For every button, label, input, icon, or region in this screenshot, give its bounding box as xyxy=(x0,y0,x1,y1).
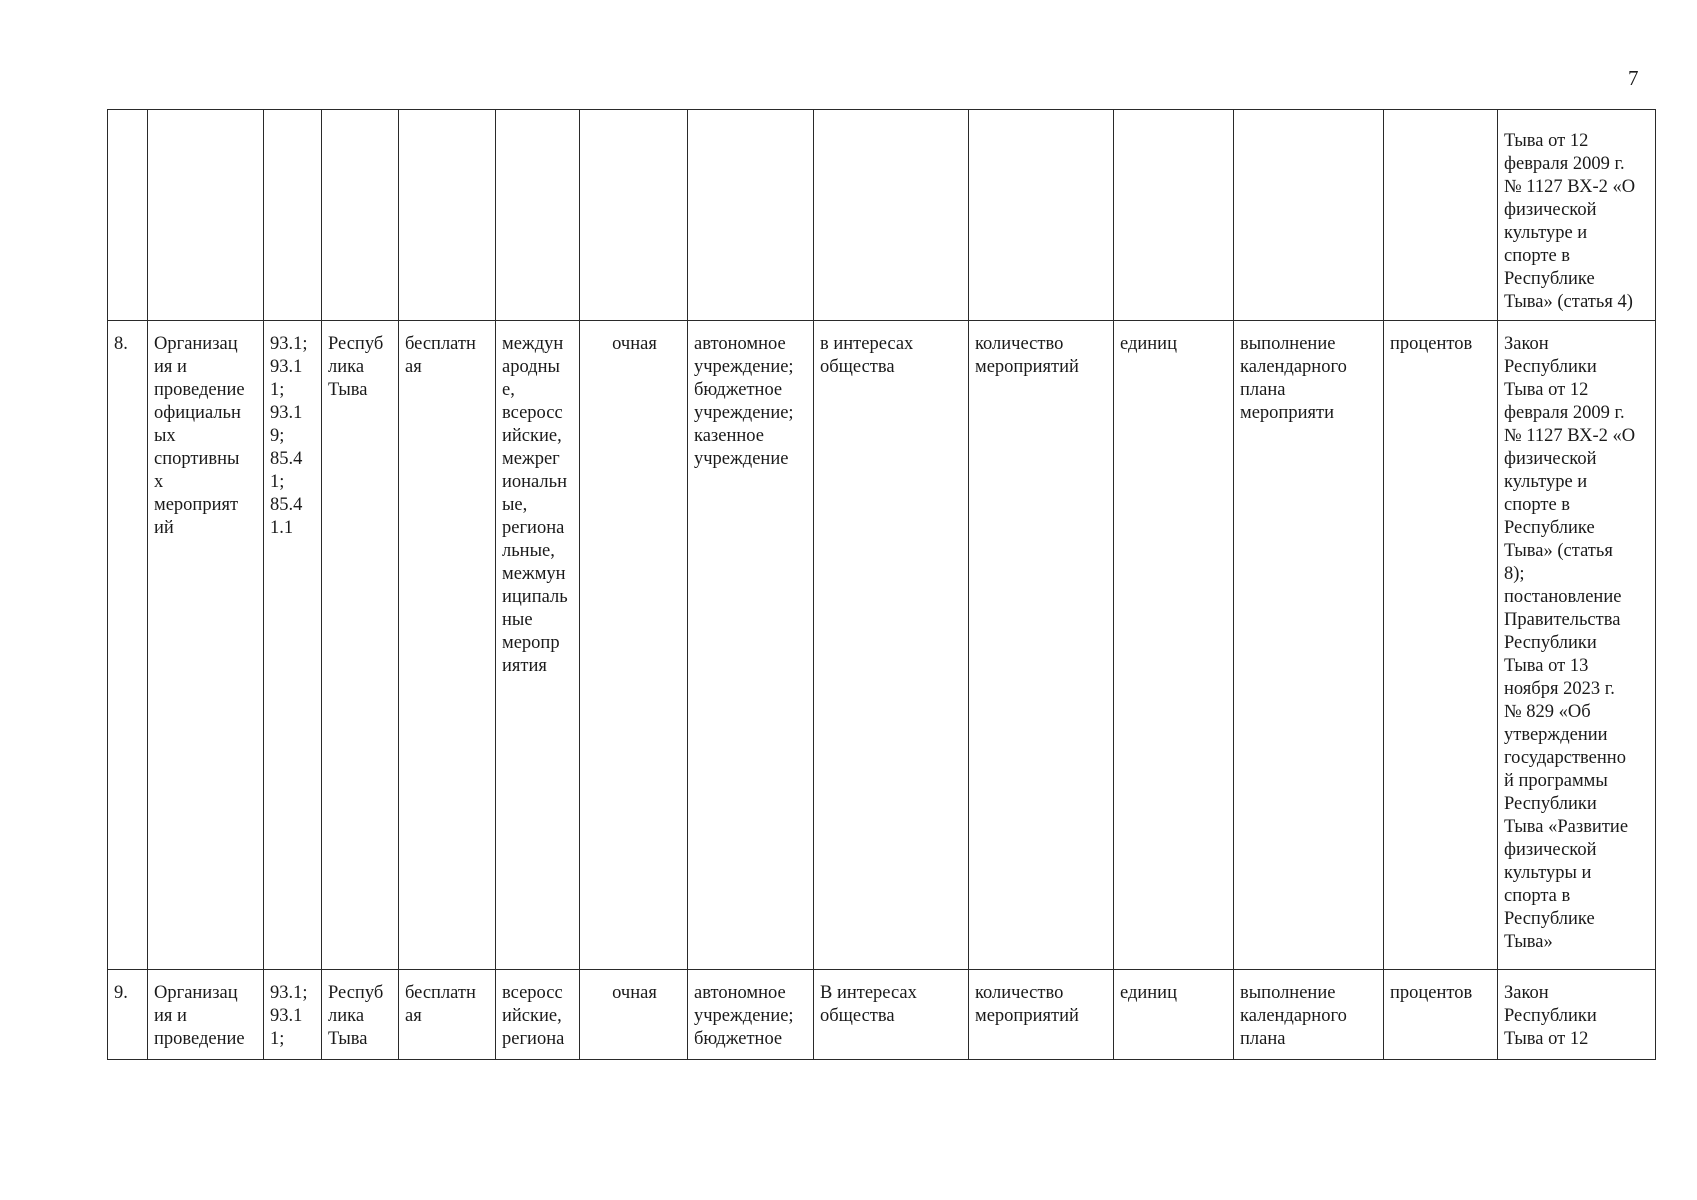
table-row xyxy=(108,321,1656,970)
legal-basis: Тыва от 12 февраля 2009 г. № 1127 ВХ-2 «О физической культуре и спорте в Республике Тыва» (статья 4) xyxy=(1498,110,1656,321)
region: Респуб лика Тыва xyxy=(322,970,399,1060)
institution-type: автономное учреждение; бюджетное учреждение; казенное учреждение xyxy=(688,321,814,970)
institution-type xyxy=(688,110,814,321)
volume-indicator xyxy=(969,110,1114,321)
form: очная xyxy=(580,970,688,1060)
okved-codes: 93.1; 93.1 1; 93.1 9; 85.4 1; 85.4 1.1 xyxy=(264,321,322,970)
volume-unit: единиц xyxy=(1114,970,1234,1060)
event-level xyxy=(496,110,580,321)
payment-type: бесплатн ая xyxy=(399,321,496,970)
quality-unit: процентов xyxy=(1384,321,1498,970)
table-row xyxy=(108,970,1656,1060)
page-number: 7 xyxy=(1628,66,1639,90)
payment-type: бесплатн ая xyxy=(399,970,496,1060)
interests: В интересах общества xyxy=(814,970,969,1060)
okved-codes xyxy=(264,110,322,321)
volume-unit: единиц xyxy=(1114,321,1234,970)
quality-unit xyxy=(1384,110,1498,321)
volume-indicator: количество мероприятий xyxy=(969,970,1114,1060)
legal-basis: Закон Республики Тыва от 12 февраля 2009 г. № 1127 ВХ-2 «О физической культуре и спорте в Республике Тыва» (статья 8); постановление Правительства Республики Тыва от 13 ноября 2023 г. № 829 «Об утверждении государственно й программы Республики Тыва «Развитие физической культуры и спорта в Республике Тыва» xyxy=(1498,321,1656,970)
table-row xyxy=(108,110,1656,321)
row-number: 8. xyxy=(108,321,148,970)
volume-unit xyxy=(1114,110,1234,321)
legal-basis: Закон Республики Тыва от 12 xyxy=(1498,970,1656,1060)
interests xyxy=(814,110,969,321)
form xyxy=(580,110,688,321)
service-name xyxy=(148,110,264,321)
quality-indicator xyxy=(1234,110,1384,321)
row-number xyxy=(108,110,148,321)
quality-indicator: выполнение календарного плана мероприяти xyxy=(1234,321,1384,970)
region xyxy=(322,110,399,321)
interests: в интересах общества xyxy=(814,321,969,970)
institution-type: автономное учреждение; бюджетное xyxy=(688,970,814,1060)
region: Респуб лика Тыва xyxy=(322,321,399,970)
service-name: Организац ия и проведение xyxy=(148,970,264,1060)
service-name: Организац ия и проведение официальн ых спортивны х мероприят ий xyxy=(148,321,264,970)
form: очная xyxy=(580,321,688,970)
registry-table xyxy=(107,109,1656,1060)
quality-unit: процентов xyxy=(1384,970,1498,1060)
event-level: всеросс ийские, региона xyxy=(496,970,580,1060)
row-number: 9. xyxy=(108,970,148,1060)
quality-indicator: выполнение календарного плана xyxy=(1234,970,1384,1060)
volume-indicator: количество мероприятий xyxy=(969,321,1114,970)
event-level: междун ародны е, всеросс ийские, межрег иональн ые, региона льные, межмун иципаль ные меропр иятия xyxy=(496,321,580,970)
okved-codes: 93.1; 93.1 1; xyxy=(264,970,322,1060)
payment-type xyxy=(399,110,496,321)
